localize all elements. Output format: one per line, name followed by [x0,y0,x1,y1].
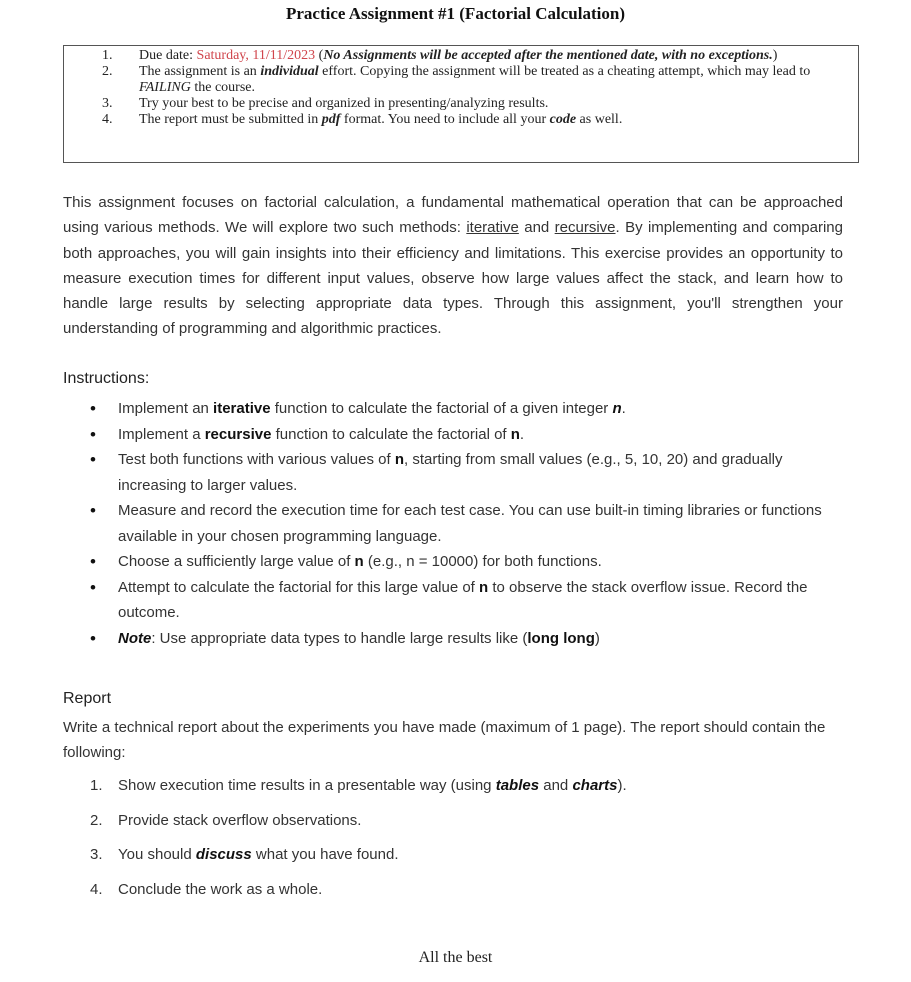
report-item-emphasis: discuss [195,846,252,863]
due-date: Saturday, 11/11/2023 [196,48,316,63]
rule-text: Due date: [139,48,197,63]
instruction-text: Measure and record the execution time for each test case. You can use built-in timing libraries or functions available in your chosen programming language. [118,502,822,545]
instruction-item [63,626,853,652]
instruction-emphasis: long long [527,629,595,647]
rule-emphasis: code [549,112,577,127]
instruction-text: to observe the stack overflow issue. Record the outcome. [118,578,808,621]
report-item-number: 1. [90,777,103,794]
instruction-text: , starting from small values (e.g., 5, 10, 20) and gradually increasing to larger values. [118,451,783,494]
report-item-number: 3. [90,846,103,863]
instruction-emphasis: n [394,451,404,468]
instruction-text: Test both functions with various values of [118,451,395,468]
instruction-text: function to calculate the factorial of [271,425,511,443]
report-list [63,774,843,912]
rule-text: ( [315,48,324,63]
bullet-icon: • [90,552,96,571]
closing-text: All the best [418,949,493,966]
intro-text: . By implementing and comparing both approaches, you will gain insights into their efficiency and limitations. This exercise provides an opportunity to measure execution times for different input values, observe how large values affect the stack, and learn how to handle large results by selecting appropriate data types. Through this assignment, you'll strengthen your understanding of programming and algorithmic practices. [63,219,843,338]
report-item-number: 2. [90,811,103,829]
intro-paragraph [63,190,843,342]
instruction-text: : Use appropriate data types to handle large results like ( [151,629,528,647]
instruction-emphasis: n [479,578,489,596]
rule-text: as well. [576,112,623,127]
rule-text: format. You need to include all your [340,112,550,127]
rule-text: the course. [190,80,256,95]
instruction-item [63,447,853,498]
rule-text: ) [772,48,778,63]
instruction-item [63,498,853,549]
report-item-number: 4. [90,880,103,898]
instruction-text: . [519,425,525,443]
report-description: Write a technical report about the experiments you have made (maximum of 1 page). The report should contain the following: [63,719,826,761]
rule-number: 3. [102,96,113,111]
intro-text: and [518,219,555,237]
report-item-text: Provide stack overflow observations. [118,811,362,829]
rule-emphasis: FAILING [139,80,191,95]
instructions-list [63,396,853,651]
report-item [63,774,843,798]
rules-box [63,45,859,163]
recursive-link: recursive [554,219,616,237]
report-item [63,843,843,867]
instruction-emphasis: n [510,425,520,443]
bullet-icon: • [90,424,96,444]
rule-number: 1. [102,48,113,63]
report-heading: Report [63,690,112,707]
bullet-icon: • [90,450,96,469]
note-label: Note [118,629,152,647]
rule-emphasis: individual [260,64,319,79]
instruction-emphasis: iterative [213,400,271,417]
instruction-text: Implement an [118,400,214,417]
report-item-text: ). [617,777,627,794]
instruction-emphasis: recursive [204,425,272,443]
instruction-item [63,549,853,575]
iterative-link: iterative [466,219,519,237]
rule-text: The assignment is an [139,64,261,79]
instruction-text: . [621,400,626,417]
report-item [63,809,843,833]
instruction-text: Attempt to calculate the factorial for this large value of [118,578,480,596]
instructions-heading: Instructions: [63,370,150,387]
rule-item [102,64,850,96]
bullet-icon: • [90,399,96,418]
instruction-item [63,422,853,448]
intro-text: This assignment focuses on factorial calculation, a fundamental mathematical operation that can be approached using various methods. We will explore two such methods: [63,194,843,237]
report-item-text: You should [118,846,196,863]
report-item-emphasis: tables [495,777,540,794]
rule-number: 4. [102,112,113,127]
instruction-item [63,575,853,626]
rule-item [102,96,850,112]
bullet-icon: • [90,628,96,648]
instruction-text: Choose a sufficiently large value of [118,553,355,570]
rule-text: The report must be submitted in [139,112,322,127]
instruction-item [63,396,853,422]
report-item [63,878,843,902]
instruction-text: (e.g., n = 10000) for both functions. [363,553,602,570]
report-item-text: and [539,777,573,794]
rule-text: Try your best to be precise and organized in presenting/analyzing results. [139,96,549,111]
rule-emphasis: pdf [321,112,341,127]
report-item-emphasis: charts [572,777,618,794]
instruction-text: Implement a [118,425,205,443]
instruction-text: function to calculate the factorial of a given integer [270,400,613,417]
report-item-text: Conclude the work as a whole. [118,880,323,898]
bullet-icon: • [90,577,96,597]
rule-item [102,112,850,128]
rule-text: effort. Copying the assignment will be treated as a cheating attempt, which may lead to [318,64,811,79]
bullet-icon: • [90,501,96,520]
report-item-text: Show execution time results in a presentable way (using [118,777,496,794]
rule-item [102,48,850,64]
instruction-text: ) [594,629,600,647]
rule-number: 2. [102,64,113,79]
instruction-emphasis: n [354,553,364,570]
instruction-emphasis: n [612,400,622,417]
report-item-text: what you have found. [251,846,399,863]
page-title: Practice Assignment #1 (Factorial Calculation) [286,4,625,23]
rule-emphasis: No Assignments will be accepted after the mentioned date, with no exceptions. [323,48,773,63]
